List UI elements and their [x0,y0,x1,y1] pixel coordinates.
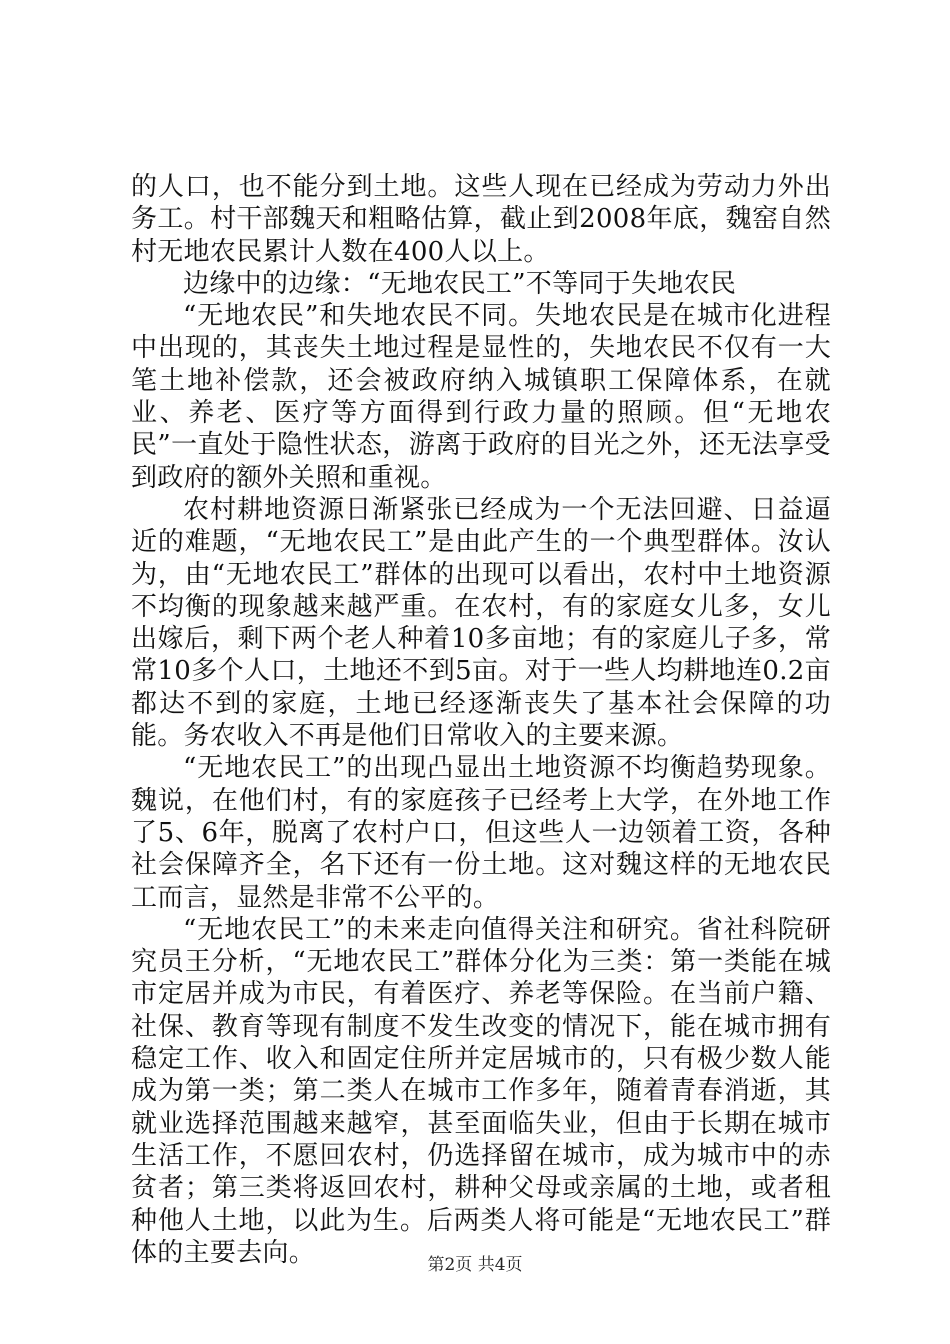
paragraph-continuation: 的人口，也不能分到土地。这些人现在已经成为劳动力外出务工。村干部魏天和粗略估算，截止到2008年底，魏窑自然村无地农民累计人数在400人以上。 [131,172,831,267]
page-number-footer: 第2页 共4页 [427,1255,523,1275]
section-heading: 边缘中的边缘：“无地农民工”不等同于失地农民 [183,268,737,299]
paragraph: “无地农民”和失地农民不同。失地农民是在城市化进程中出现的，其丧失土地过程是显性的，失地农民不仅有一大笔土地补偿款，还会被政府纳入城镇职工保障体系，在就业、养老、医疗等方面得到行政力量的照顾。但“无地农民”一直处于隐性状态，游离于政府的目光之外，还无法享受到政府的额外关照和重视。 [131,301,831,493]
paragraph: “无地农民工”的出现凸显出土地资源不均衡趋势现象。魏说，在他们村，有的家庭孩子已经考上大学，在外地工作了5、6年，脱离了农村户口，但这些人一边领着工资，各种社会保障齐全，名下还有一份土地。这对魏这样的无地农民工而言，显然是非常不公平的。 [131,753,831,913]
document-body [131,171,831,1269]
paragraph: “无地农民工”的未来走向值得关注和研究。省社科院研究员王分析，“无地农民工”群体分化为三类：第一类能在城市定居并成为市民，有着医疗、养老等保险。在当前户籍、社保、教育等现有制度不发生改变的情况下，能在城市拥有稳定工作、收入和固定住所并定居城市的，只有极少数人能成为第一类；第二类人在城市工作多年，随着青春消逝，其就业选择范围越来越窄，甚至面临失业，但由于长期在城市生活工作，不愿回农村，仍选择留在城市，成为城市中的赤贫者；第三类将返回农村，耕种父母或亲属的土地，或者租种他人土地，以此为生。后两类人将可能是“无地农民工”群体的主要去向。 [131,914,831,1268]
paragraph: 农村耕地资源日渐紧张已经成为一个无法回避、日益逼近的难题，“无地农民工”是由此产生的一个典型群体。汝认为，由“无地农民工”群体的出现可以看出，农村中土地资源不均衡的现象越来越严重。在农村，有的家庭女儿多，女儿出嫁后，剩下两个老人种着10多亩地；有的家庭儿子多，常常10多个人口，土地还不到5亩。对于一些人均耕地连0.2亩都达不到的家庭，土地已经逐渐丧失了基本社会保障的功能。务农收入不再是他们日常收入的主要来源。 [131,494,831,752]
